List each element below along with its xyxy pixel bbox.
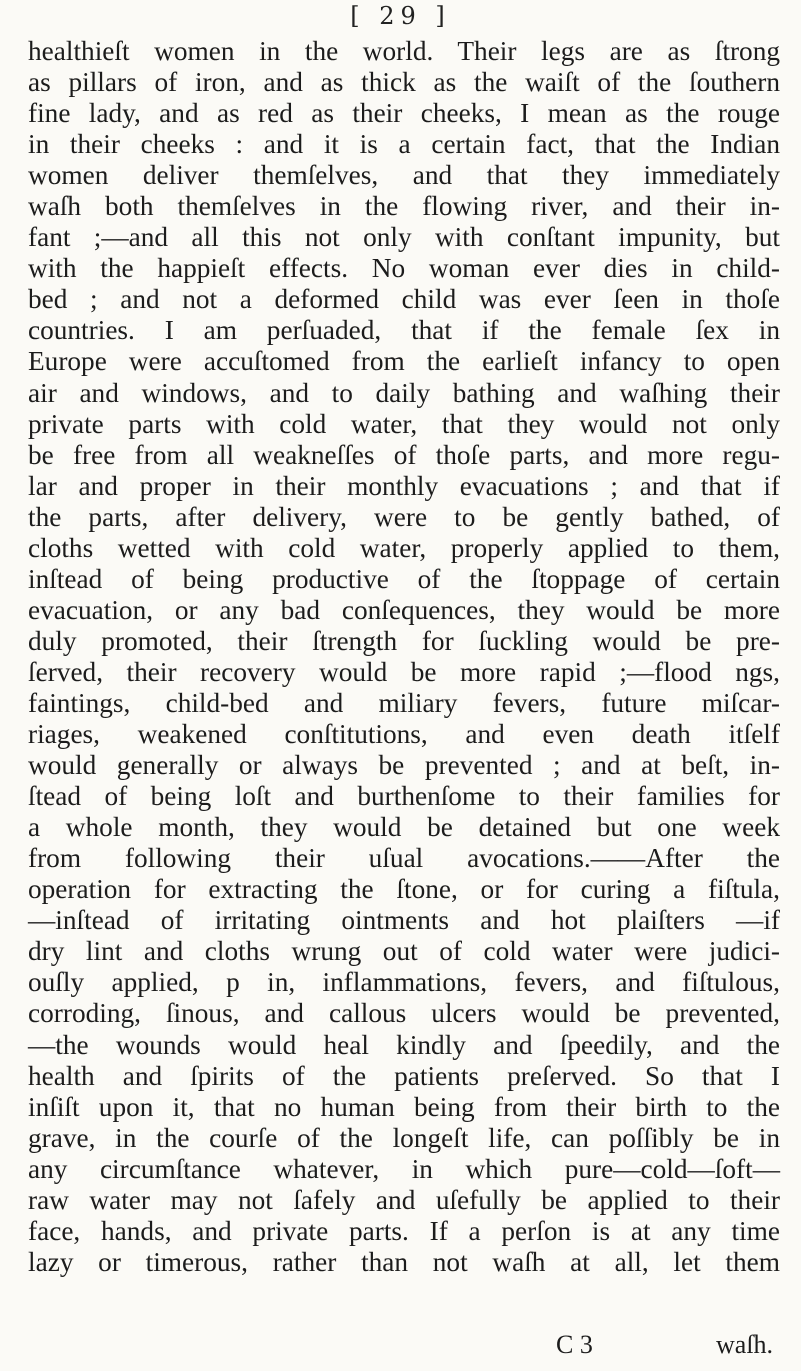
catchword: waſh.	[716, 1330, 774, 1359]
text-line: faintings, child-bed and miliary fevers, future miſcar-	[28, 687, 780, 718]
text-line: dry lint and cloths wrung out of cold water were judici-	[28, 936, 780, 967]
text-line: would generally or always be prevented ; and at beſt, in-	[28, 750, 780, 781]
text-line: air and windows, and to daily bathing and waſhing their	[28, 377, 780, 408]
page-number: [ 29 ]	[350, 2, 451, 30]
text-line: evacuation, or any bad conſequences, they would be more	[28, 594, 780, 625]
text-line: a whole month, they would be detained but one week	[28, 812, 780, 843]
text-line: —the wounds would heal kindly and ſpeedily, and the	[28, 1029, 780, 1060]
text-line: Europe were accuſtomed from the earlieſt infancy to open	[28, 346, 780, 377]
text-line: from following their uſual avocations.——After the	[28, 843, 780, 874]
text-line: cloths wetted with cold water, properly applied to them,	[28, 532, 780, 563]
text-line: waſh both themſelves in the flowing river, and their in-	[28, 191, 780, 222]
text-line: —inſtead of irritating ointments and hot plaiſters —if	[28, 905, 780, 936]
text-line: fant ;—and all this not only with conſtant impunity, but	[28, 222, 780, 253]
text-line: riages, weakened conſtitutions, and even death itſelf	[28, 719, 780, 750]
text-line: with the happieſt effects. No woman ever dies in child-	[28, 253, 780, 284]
text-line: ouſly applied, p in, inflammations, fevers, and fiſtulous,	[28, 967, 780, 998]
text-line: ſtead of being loſt and burthenſome to their families for	[28, 781, 780, 812]
text-line: ſerved, their recovery would be more rapid ;—flood ngs,	[28, 656, 780, 687]
text-line: in their cheeks : and it is a certain fact, that the Indian	[28, 129, 780, 160]
text-line: corroding, ſinous, and callous ulcers would be prevented,	[28, 998, 780, 1029]
text-line: inſtead of being productive of the ſtoppage of certain	[28, 563, 780, 594]
text-line: as pillars of iron, and as thick as the waiſt of the ſouthern	[28, 67, 780, 98]
text-line: private parts with cold water, that they would not only	[28, 408, 780, 439]
body-text	[28, 36, 780, 1278]
text-line: duly promoted, their ſtrength for ſuckling would be pre-	[28, 625, 780, 656]
text-line: countries. I am perſuaded, that if the female ſex in	[28, 315, 780, 346]
text-line: the parts, after delivery, were to be gently bathed, of	[28, 501, 780, 532]
text-line: women deliver themſelves, and that they immediately	[28, 160, 780, 191]
text-line: face, hands, and private parts. If a perſon is at any time	[28, 1215, 780, 1246]
text-line: any circumſtance whatever, in which pure—cold—ſoft—	[28, 1153, 780, 1184]
text-line: lar and proper in their monthly evacuations ; and that if	[28, 470, 780, 501]
text-line: fine lady, and as red as their cheeks, I mean as the rouge	[28, 98, 780, 129]
text-line: operation for extracting the ſtone, or for curing a fiſtula,	[28, 874, 780, 905]
signature-mark: C 3	[556, 1330, 593, 1359]
text-line: raw water may not ſafely and uſefully be applied to their	[28, 1184, 780, 1215]
text-line: bed ; and not a deformed child was ever ſeen in thoſe	[28, 284, 780, 315]
text-line: be free from all weakneſſes of thoſe parts, and more regu-	[28, 439, 780, 470]
text-line: healthieſt women in the world. Their legs are as ſtrong	[28, 36, 780, 66]
text-line: lazy or timerous, rather than not waſh at all, let them	[28, 1246, 780, 1277]
text-line: health and ſpirits of the patients preſerved. So that I	[28, 1060, 780, 1091]
page-footer	[0, 1330, 801, 1366]
text-line: inſiſt upon it, that no human being from their birth to the	[28, 1091, 780, 1122]
text-line: grave, in the courſe of the longeſt life, can poſſibly be in	[28, 1122, 780, 1153]
